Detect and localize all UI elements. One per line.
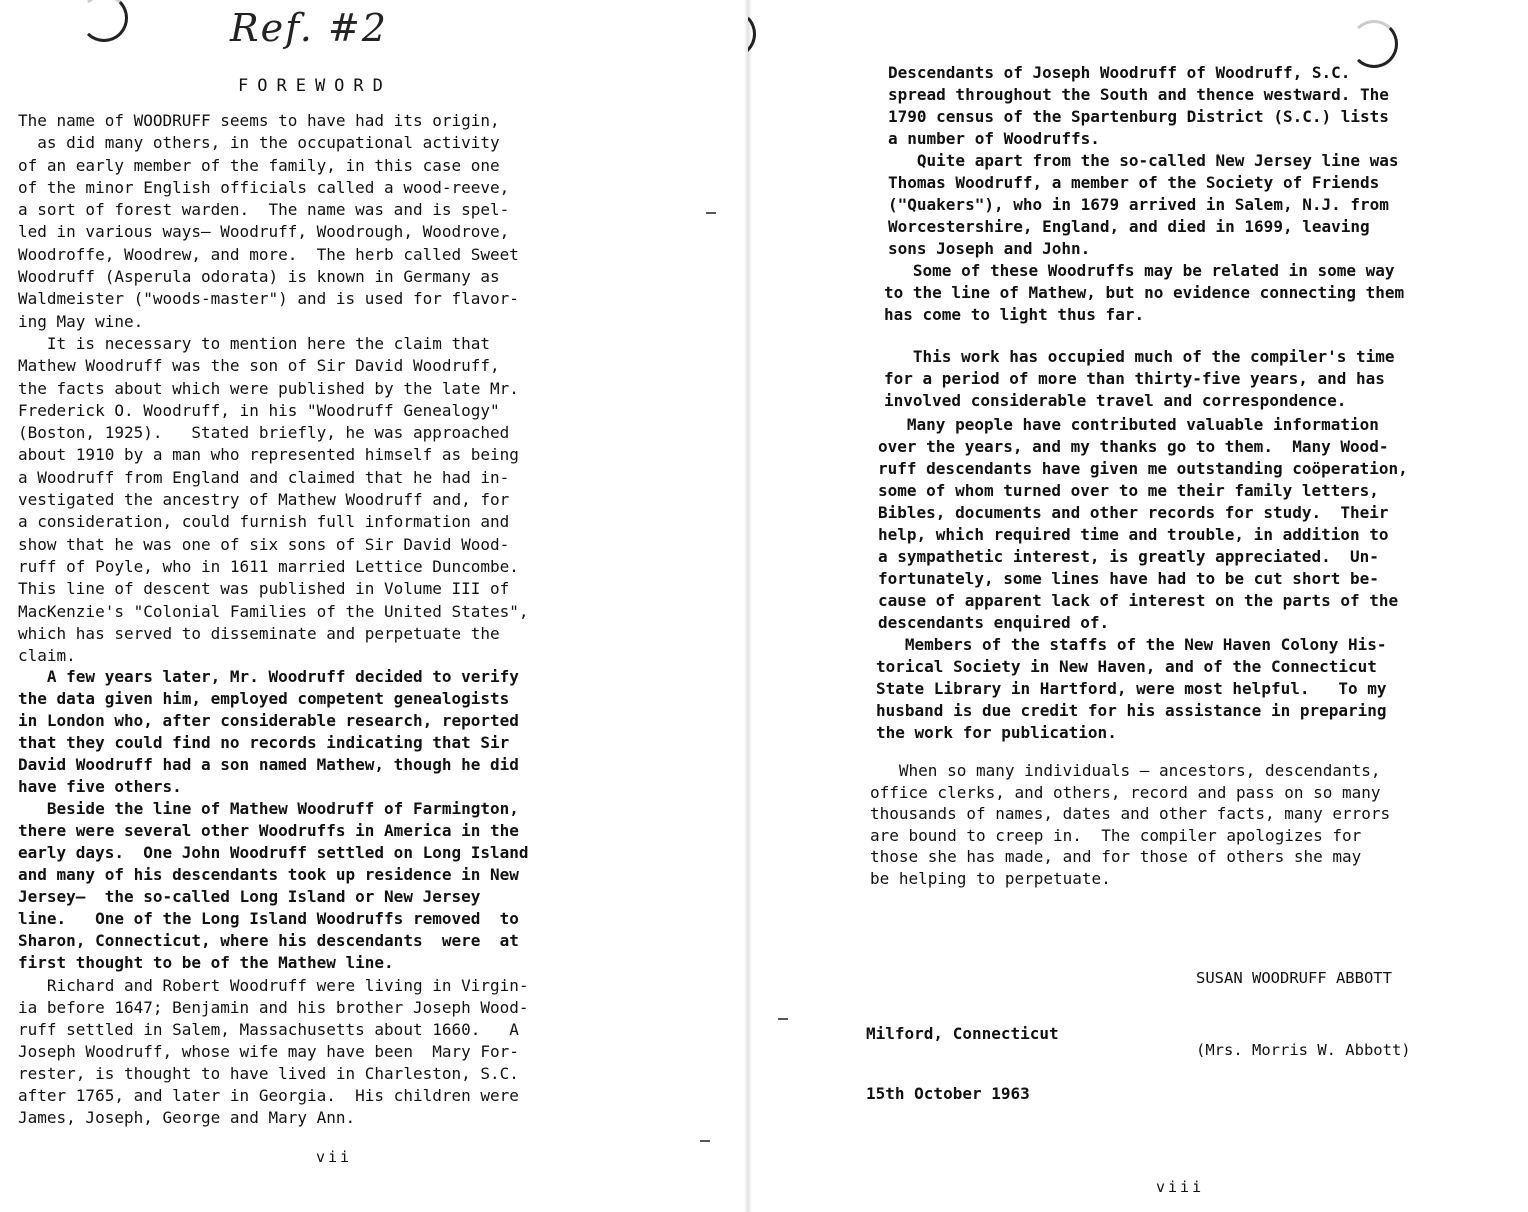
paragraph-staffs [876,634,1387,744]
text-line: David Woodruff had a son named Mathew, though he did [18,755,519,774]
paragraph-quaker-line [888,150,1399,260]
text-line: State Library in Hartford, were most helpful. To my [876,679,1387,698]
punch-hole [1350,20,1398,68]
text-line: Beside the line of Mathew Woodruff of Farmington, [18,799,519,818]
text-line: early days. One John Woodruff settled on Long Island [18,843,529,862]
text-line: of an early member of the family, in this case one [18,155,500,175]
text-line: It is necessary to mention here the claim that [18,334,491,353]
text-line: for a period of more than thirty-five years, and has [884,369,1385,388]
text-line: Thomas Woodruff, a member of the Society of Friends [888,173,1380,192]
text-line: When so many individuals — ancestors, descendants, [870,761,1381,780]
text-line: Frederick O. Woodruff, in his "Woodruff Genealogy" [18,400,500,420]
text-line: Some of these Woodruffs may be related in some way [884,261,1395,280]
text-line: thousands of names, dates and other facts, many errors [870,804,1391,823]
text-line: line. One of the Long Island Woodruffs removed to [18,909,519,928]
signature-name: SUSAN WOODRUFF ABBOTT [1196,969,1392,987]
text-line: led in various ways— Woodruff, Woodrough, Woodrove, [18,222,510,242]
text-line: Quite apart from the so-called New Jersey line was [888,151,1399,170]
text-line: Members of the staffs of the New Haven Colony His- [876,635,1387,654]
paragraph-claim [18,333,529,667]
text-line: Joseph Woodruff, whose wife may have been Mary For- [18,1042,519,1061]
text-line: there were several other Woodruffs in America in the [18,821,519,840]
text-line: A few years later, Mr. Woodruff decided to verify [18,667,519,686]
text-line: a sort of forest warden. The name was and is spel- [18,200,510,220]
text-line: the data given him, employed competent genealogists [18,689,510,708]
text-line: Woodruff (Asperula odorata) is known in Germany as [18,267,500,287]
text-line: help, which required time and trouble, in addition to [878,525,1389,544]
page-number: viii [1156,1178,1205,1196]
text-line: Worcestershire, England, and died in 1699, leaving [888,217,1370,236]
signature-block [1196,918,1411,1110]
handwritten-annotation: Ref. #2 [230,6,388,50]
left-body-text [18,110,638,1127]
text-line: Bibles, documents and other records for study. Their [878,503,1389,522]
paragraph-virginia [18,975,529,1129]
place-date [866,984,1059,1144]
text-line: involved considerable travel and correspondence. [884,391,1347,410]
scan-speck [700,1140,710,1142]
text-line: which has served to disseminate and perpetuate the [18,623,500,643]
text-line: be helping to perpetuate. [870,868,1111,888]
text-line: husband is due credit for his assistance in preparing [876,701,1387,720]
text-line: a number of Woodruffs. [888,129,1100,148]
text-line: This line of descent was published in Volume III of [18,579,510,599]
right-body-text [870,62,1408,888]
text-line: a sympathetic interest, is greatly appreciated. Un- [878,547,1379,566]
text-line: after 1765, and later in Georgia. His children were [18,1086,519,1105]
text-line: in London who, after considerable research, reported [18,711,519,730]
text-line: Jersey— the so-called Long Island or New Jersey [18,887,481,906]
paragraph-thanks [878,414,1408,634]
punch-hole [748,10,756,58]
text-line: to the line of Mathew, but no evidence connecting them [884,283,1405,302]
punch-hole [80,0,128,42]
text-line: ia before 1647; Benjamin and his brother Joseph Wood- [18,998,529,1017]
text-line: ruff descendants have given me outstanding coöperation, [878,459,1408,478]
page-number: vii [316,1148,353,1166]
text-line: ruff of Poyle, who in 1611 married Lettice Duncombe. [18,556,519,576]
text-line: 1790 census of the Spartenburg District (S.C.) lists [888,107,1389,126]
text-line: a consideration, could furnish full information and [18,512,510,532]
text-line: ("Quakers"), who in 1679 arrived in Salem, N.J. from [888,195,1389,214]
text-line: has come to light thus far. [884,305,1145,324]
text-line: the work for publication. [876,723,1117,742]
page-heading: FOREWORD [238,76,392,96]
text-line: James, Joseph, George and Mary Ann. [18,1108,356,1127]
text-line: about 1910 by a man who represented himself as being [18,445,519,465]
text-line: Descendants of Joseph Woodruff of Woodruff, S.C. [888,63,1351,82]
text-line: Richard and Robert Woodruff were living in Virgin- [18,976,529,995]
text-line: The name of WOODRUFF seems to have had its origin, [18,111,500,130]
text-line: and many of his descendants took up residence in New [18,865,519,884]
text-line: the facts about which were published by the late Mr. [18,378,519,398]
text-line: some of whom turned over to me their family letters, [878,481,1379,500]
text-line: first thought to be of the Mathew line. [18,953,394,972]
text-line: claim. [18,646,76,666]
text-line: ing May wine. [18,311,144,331]
text-line: those she has made, and for those of others she may [870,847,1362,866]
text-line: Many people have contributed valuable information [878,415,1379,434]
date: 15th October 1963 [866,1084,1030,1103]
paragraph-verification [18,666,519,798]
text-line: MacKenzie's "Colonial Families of the United States", [18,601,529,621]
left-page [0,0,748,1212]
paragraph-other-woodruffs [18,798,529,974]
text-line: over the years, and my thanks go to them. Many Wood- [878,437,1389,456]
scan-speck [778,1018,788,1020]
text-line: Mathew Woodruff was the son of Sir David Woodruff, [18,356,500,376]
text-line: descendants enquired of. [878,613,1110,632]
text-line: rester, is thought to have lived in Charleston, S.C. [18,1064,519,1083]
text-line: as did many others, in the occupational activity [18,133,500,153]
place: Milford, Connecticut [866,1024,1059,1043]
text-line: Woodroffe, Woodrew, and more. The herb called Sweet [18,244,519,264]
text-line: Waldmeister ("woods-master") and is used for flavor- [18,289,519,309]
text-line: ruff settled in Salem, Massachusetts about 1660. A [18,1020,519,1039]
paragraph-origin [18,110,519,333]
paragraph-relation [884,260,1404,326]
text-line: Sharon, Connecticut, where his descendants were at [18,931,519,950]
text-line: (Boston, 1925). Stated briefly, he was approached [18,423,510,443]
text-line: have five others. [18,777,182,796]
scan-speck [706,212,716,214]
text-line: a Woodruff from England and claimed that he had in- [18,467,510,487]
text-line: spread throughout the South and thence westward. The [888,85,1389,104]
text-line: vestigated the ancestry of Mathew Woodruff and, for [18,490,510,510]
paragraph-work-duration [884,346,1395,412]
text-line: cause of apparent lack of interest on the parts of the [878,591,1399,610]
text-line: are bound to creep in. The compiler apologizes for [870,825,1362,845]
text-line: This work has occupied much of the compiler's time [884,347,1395,366]
paragraph-errors [870,760,1390,889]
text-line: of the minor English officials called a wood-reeve, [18,177,510,197]
text-line: office clerks, and others, record and pass on so many [870,782,1381,802]
text-line: show that he was one of six sons of Sir David Wood- [18,534,510,554]
text-line: torical Society in New Haven, and of the Connecticut [876,657,1377,676]
text-line: sons Joseph and John. [888,239,1091,258]
text-line: that they could find no records indicating that Sir [18,733,510,752]
paragraph-descendants [888,62,1389,150]
text-line: fortunately, some lines have had to be cut short be- [878,569,1379,588]
signature-subtitle: (Mrs. Morris W. Abbott) [1196,1041,1411,1059]
